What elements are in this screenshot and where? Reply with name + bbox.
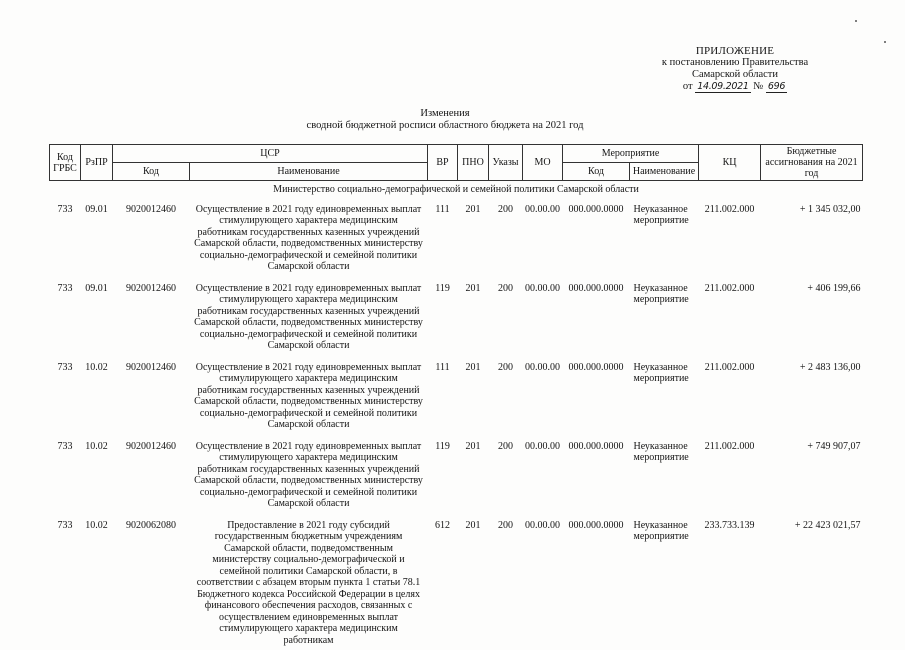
cell-name: Осуществление в 2021 году единовременных выплат стимулирующего характера медицинским работникам государственных казенных учреждений Самарской области, подведомственных министерству социально-демографической и семейной политики Самарской области	[190, 277, 428, 356]
cell-mer-name: Неуказанное мероприятие	[630, 198, 699, 277]
table-row	[50, 198, 863, 277]
date-value: 14.09.2021	[695, 81, 750, 93]
document-title-line-2: сводной бюджетной росписи областного бюджета на 2021 год	[290, 120, 600, 132]
cell-amount: + 22 423 021,57	[761, 514, 863, 650]
cell-vr: 111	[428, 356, 458, 435]
cell-vr: 119	[428, 277, 458, 356]
cell-grbs: 733	[50, 356, 81, 435]
cell-name: Осуществление в 2021 году единовременных выплат стимулирующего характера медицинским работникам государственных казенных учреждений Самарской области, подведомственных министерству социально-демографической и семейной политики Самарской области	[190, 435, 428, 514]
appendix-line-2: Самарской области	[635, 69, 835, 81]
header-budget: Бюджетные ассигнования на 2021 год	[761, 145, 863, 181]
document-title	[290, 108, 600, 132]
cell-pno: 201	[458, 435, 489, 514]
header-rzpr: РзПР	[81, 145, 113, 181]
cell-grbs: 733	[50, 198, 81, 277]
cell-amount: + 406 199,66	[761, 277, 863, 356]
table-row	[50, 356, 863, 435]
cell-rzpr: 09.01	[81, 277, 113, 356]
cell-mo: 00.00.00	[523, 514, 563, 650]
header-code-grbs: Код ГРБС	[50, 145, 81, 181]
cell-kc: 211.002.000	[699, 435, 761, 514]
cell-mo: 00.00.00	[523, 356, 563, 435]
appendix-date-line	[635, 81, 835, 93]
cell-mo: 00.00.00	[523, 198, 563, 277]
table-body	[50, 181, 863, 650]
cell-kc: 211.002.000	[699, 198, 761, 277]
cell-csr-code: 9020012460	[113, 277, 190, 356]
cell-vr: 111	[428, 198, 458, 277]
cell-ukazy: 200	[489, 198, 523, 277]
table-row	[50, 277, 863, 356]
header-csr-name: Наименование	[190, 163, 428, 181]
cell-mer-code: 000.000.0000	[563, 514, 630, 650]
cell-mer-code: 000.000.0000	[563, 435, 630, 514]
cell-kc: 211.002.000	[699, 356, 761, 435]
cell-amount: + 2 483 136,00	[761, 356, 863, 435]
header-vr: ВР	[428, 145, 458, 181]
cell-name: Осуществление в 2021 году единовременных выплат стимулирующего характера медицинским работникам государственных казенных учреждений Самарской области, подведомственных министерству социально-демографической и семейной политики Самарской области	[190, 198, 428, 277]
cell-rzpr: 10.02	[81, 514, 113, 650]
cell-amount: + 1 345 032,00	[761, 198, 863, 277]
cell-pno: 201	[458, 198, 489, 277]
table-row	[50, 435, 863, 514]
cell-mer-name: Неуказанное мероприятие	[630, 356, 699, 435]
header-csr: ЦСР	[113, 145, 428, 163]
cell-ukazy: 200	[489, 435, 523, 514]
number-prefix: №	[753, 81, 763, 92]
cell-grbs: 733	[50, 514, 81, 650]
table-row	[50, 514, 863, 650]
appendix-line-1: к постановлению Правительства	[635, 57, 835, 69]
cell-mer-name: Неуказанное мероприятие	[630, 435, 699, 514]
cell-name: Осуществление в 2021 году единовременных выплат стимулирующего характера медицинским работникам государственных казенных учреждений Самарской области, подведомственных министерству социально-демографической и семейной политики Самарской области	[190, 356, 428, 435]
header-ukazy: Указы	[489, 145, 523, 181]
document-title-line-1: Изменения	[290, 108, 600, 120]
cell-kc: 233.733.139	[699, 514, 761, 650]
cell-vr: 612	[428, 514, 458, 650]
appendix-title: ПРИЛОЖЕНИЕ	[635, 45, 835, 57]
header-csr-code: Код	[113, 163, 190, 181]
cell-mo: 00.00.00	[523, 435, 563, 514]
cell-mer-code: 000.000.0000	[563, 277, 630, 356]
table-header	[50, 145, 863, 181]
cell-kc: 211.002.000	[699, 277, 761, 356]
budget-table	[49, 144, 863, 650]
cell-amount: + 749 907,07	[761, 435, 863, 514]
date-prefix: от	[683, 81, 693, 92]
cell-csr-code: 9020012460	[113, 356, 190, 435]
cell-ukazy: 200	[489, 277, 523, 356]
cell-ukazy: 200	[489, 514, 523, 650]
header-pno: ПНО	[458, 145, 489, 181]
appendix-block	[635, 45, 835, 93]
header-meropriyatie: Мероприятие	[563, 145, 699, 163]
cell-vr: 119	[428, 435, 458, 514]
cell-mer-name: Неуказанное мероприятие	[630, 277, 699, 356]
cell-mer-code: 000.000.0000	[563, 198, 630, 277]
header-mer-code: Код	[563, 163, 630, 181]
cell-csr-code: 9020062080	[113, 514, 190, 650]
cell-grbs: 733	[50, 277, 81, 356]
cell-mo: 00.00.00	[523, 277, 563, 356]
header-kc: КЦ	[699, 145, 761, 181]
cell-mer-name: Неуказанное мероприятие	[630, 514, 699, 650]
cell-pno: 201	[458, 514, 489, 650]
header-mo: МО	[523, 145, 563, 181]
cell-rzpr: 10.02	[81, 435, 113, 514]
header-mer-name: Наименование	[630, 163, 699, 181]
cell-name: Предоставление в 2021 году субсидий государственным бюджетным учреждениям Самарской области, подведомственным министерству социально-демографической и семейной политики Самарской области, в соответствии с абзацем вторым пункта 1 статьи 78.1 Бюджетного кодекса Российской Федерации в целях финансового обеспечения расходов, связанных с осуществлением единовременных выплат стимулирующего характера медицинским работникам	[190, 514, 428, 650]
cell-pno: 201	[458, 277, 489, 356]
number-value: 696	[766, 81, 787, 93]
cell-csr-code: 9020012460	[113, 198, 190, 277]
ministry-row: Министерство социально-демографической и семейной политики Самарской области	[50, 181, 863, 198]
cell-mer-code: 000.000.0000	[563, 356, 630, 435]
cell-ukazy: 200	[489, 356, 523, 435]
cell-rzpr: 09.01	[81, 198, 113, 277]
cell-pno: 201	[458, 356, 489, 435]
cell-grbs: 733	[50, 435, 81, 514]
cell-rzpr: 10.02	[81, 356, 113, 435]
cell-csr-code: 9020012460	[113, 435, 190, 514]
